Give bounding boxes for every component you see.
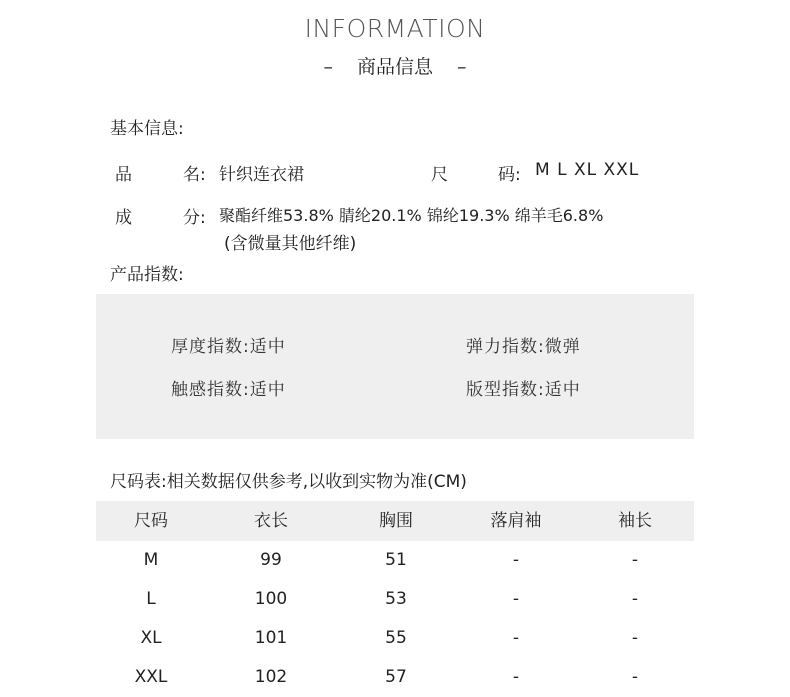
cell-sleeve-length: - [631,589,639,609]
cell-length: 101 [254,628,288,648]
header-length: 衣长 [254,511,288,531]
cell-shoulder-sleeve: - [512,589,520,609]
cell-length: 100 [254,589,288,609]
size-range-value: M L XL XXL [535,160,640,180]
size-table [96,501,694,697]
cell-shoulder-sleeve: - [512,550,520,570]
size-label-a: 尺 [431,165,448,185]
composition-label-a: 成 [115,208,132,228]
composition-label-b: 分: [183,208,206,228]
cell-bust: 57 [385,667,407,687]
cell-size: XL [140,628,162,648]
header-size: 尺码 [134,511,168,531]
elasticity-index: 弹力指数:微弹 [466,337,581,357]
dash-right: – [457,56,467,78]
cell-length: 99 [260,550,282,570]
table-row [96,658,694,697]
product-index-heading: 产品指数: [110,265,184,285]
composition-note: (含微量其他纤维) [224,234,357,254]
cell-size: M [143,550,159,570]
cell-bust: 53 [385,589,407,609]
product-name-value: 针织连衣裙 [219,165,304,185]
touch-index: 触感指数:适中 [171,380,286,400]
table-row [96,541,694,580]
cell-bust: 55 [385,628,407,648]
dash-left: – [323,56,333,78]
subtitle-text: 商品信息 [356,56,433,78]
cell-shoulder-sleeve: - [512,667,520,687]
cell-sleeve-length: - [631,550,639,570]
header-shoulder-sleeve: 落肩袖 [490,511,542,531]
cell-length: 102 [254,667,288,687]
fit-index: 版型指数:适中 [466,380,581,400]
size-table-caption: 尺码表:相关数据仅供参考,以收到实物为准(CM) [110,472,467,492]
section-subtitle [0,52,790,79]
basic-info-heading: 基本信息: [110,119,184,139]
size-label-b: 码: [498,165,521,185]
cell-size: XXL [134,667,168,687]
thickness-index: 厚度指数:适中 [171,337,286,357]
cell-sleeve-length: - [631,628,639,648]
name-label-b: 名: [183,165,206,185]
page-title: INFORMATION [304,14,486,43]
name-label-a: 品 [115,165,132,185]
size-table-header [96,501,694,541]
table-row [96,580,694,619]
cell-shoulder-sleeve: - [512,628,520,648]
table-row [96,619,694,658]
composition-value: 聚酯纤维53.8% 腈纶20.1% 锦纶19.3% 绵羊毛6.8% [219,206,604,225]
cell-size: L [146,589,156,609]
cell-bust: 51 [385,550,407,570]
header-bust: 胸围 [379,511,413,531]
header-sleeve-length: 袖长 [618,511,652,531]
cell-sleeve-length: - [631,667,639,687]
product-index-panel [96,294,694,439]
